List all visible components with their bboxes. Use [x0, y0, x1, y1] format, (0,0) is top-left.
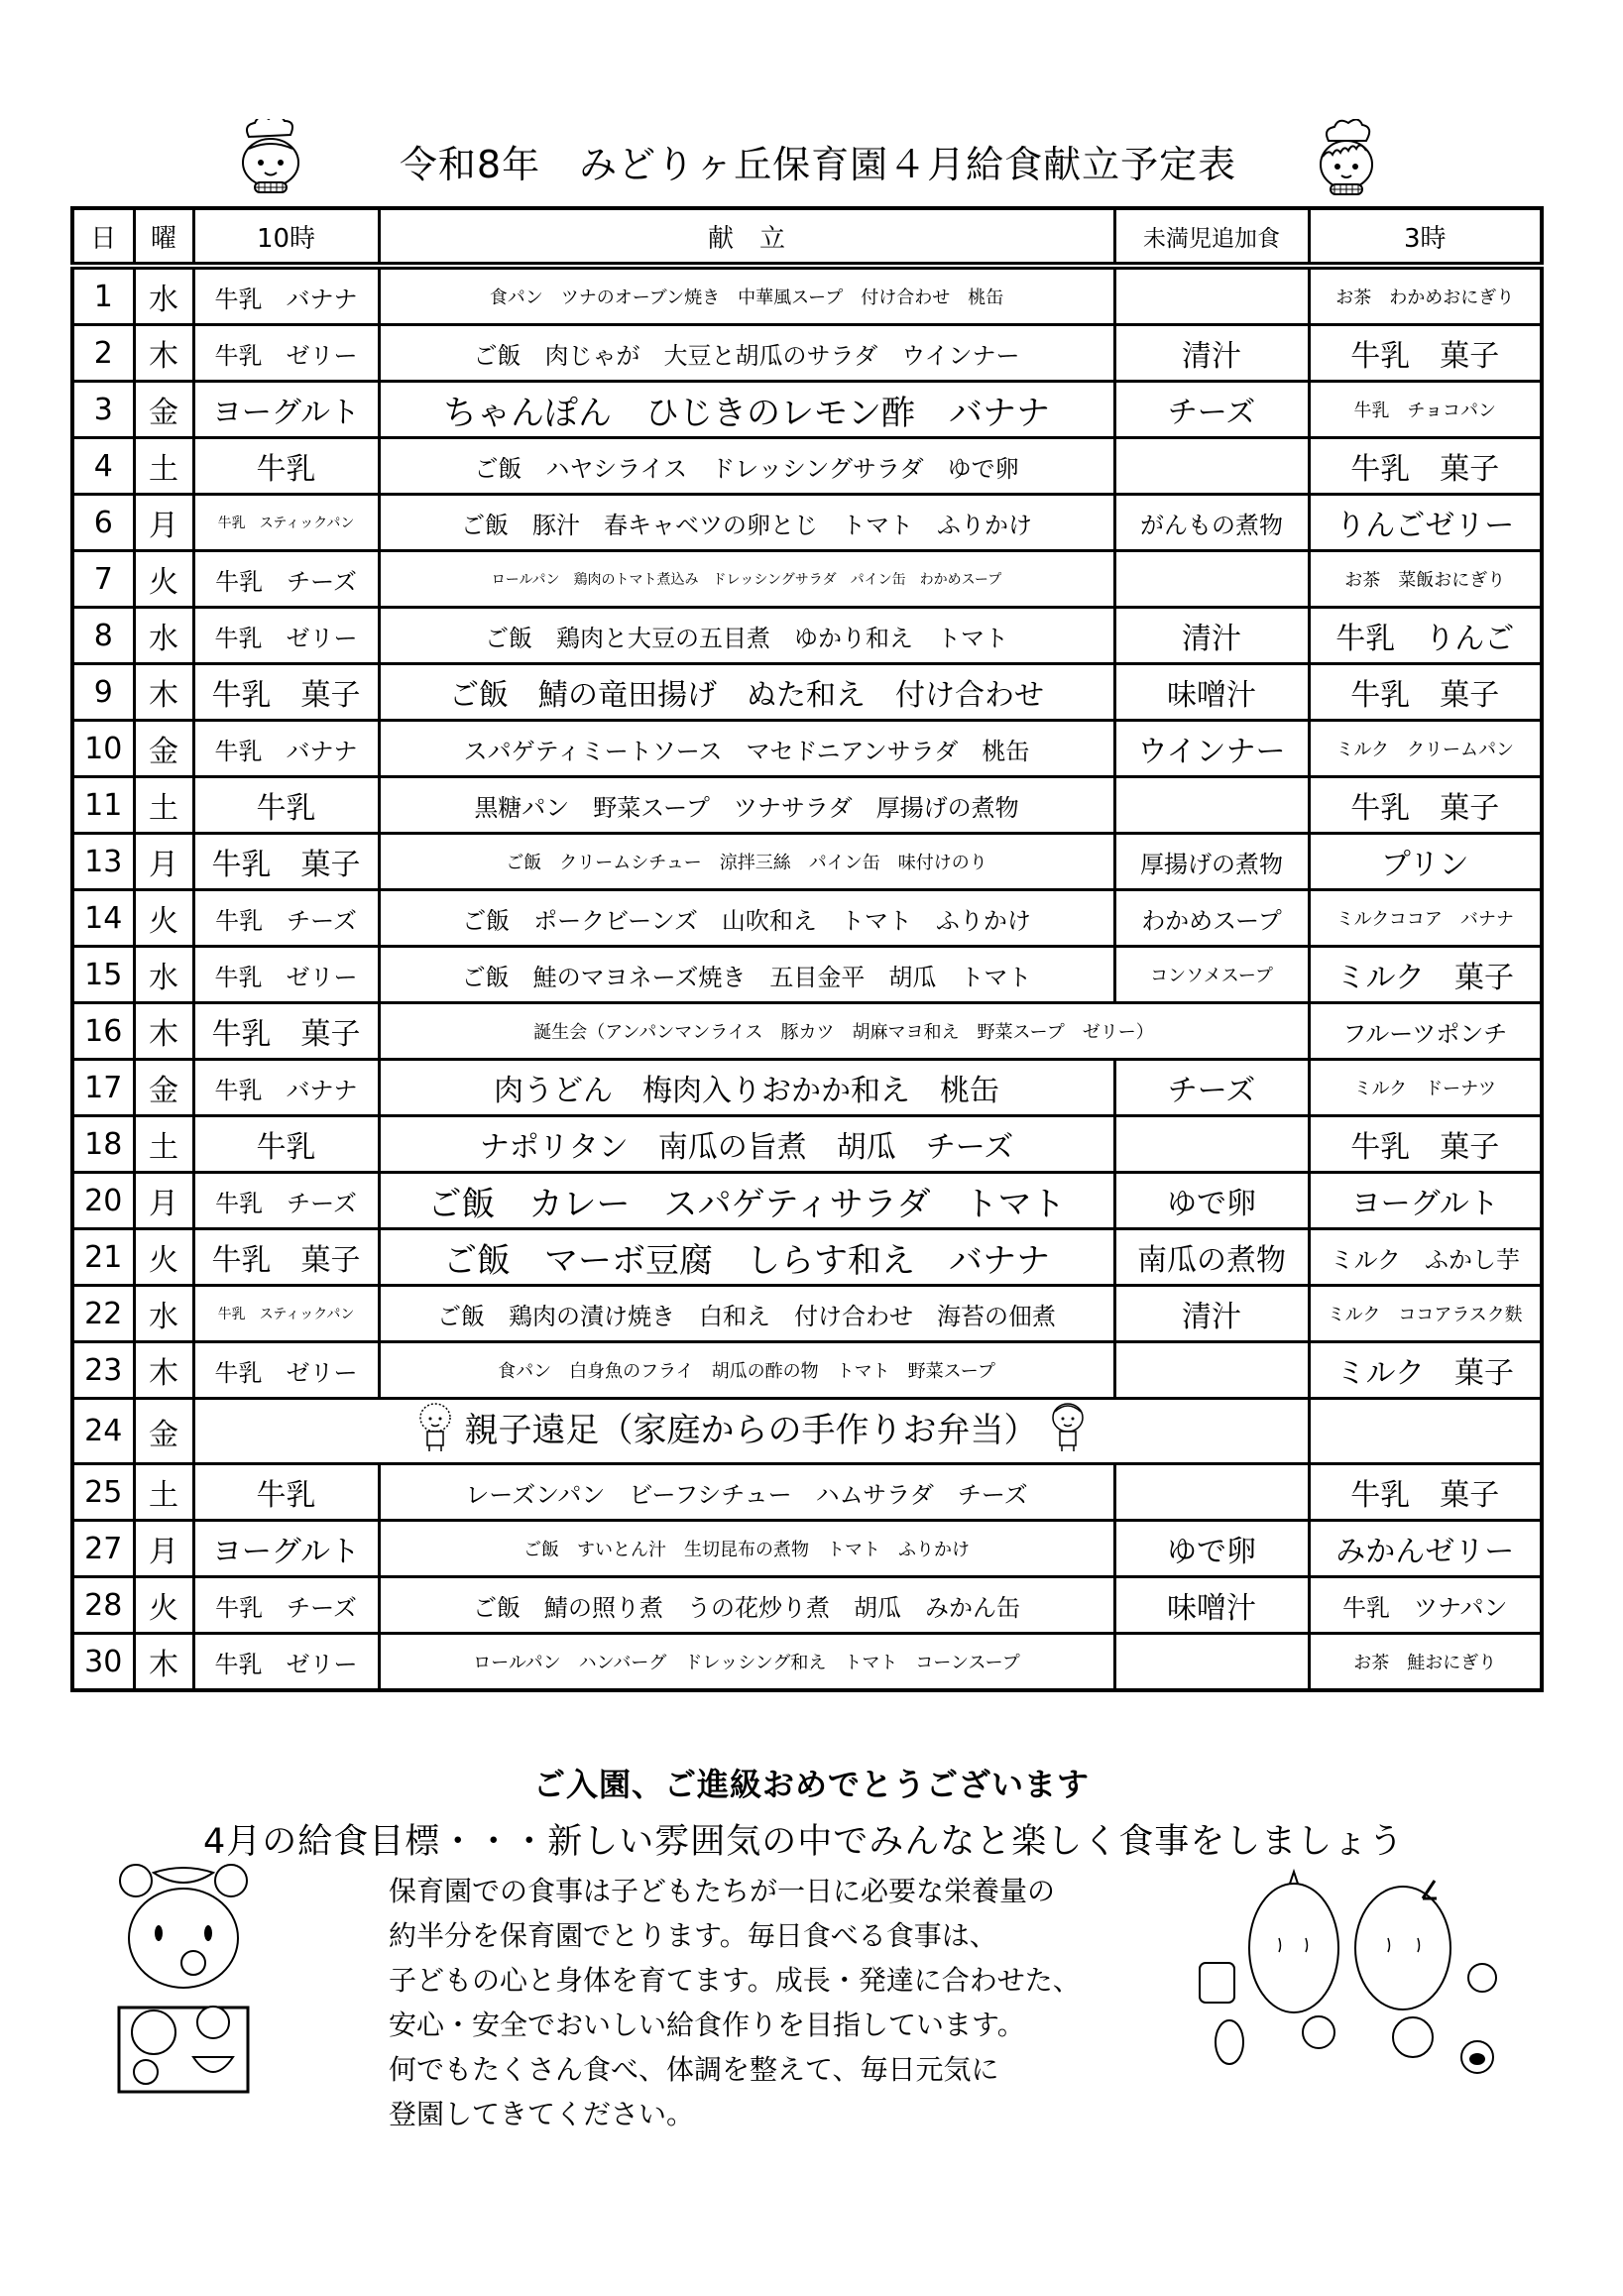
toddler-cell: 清汁	[1114, 1286, 1309, 1342]
toddler-cell: 味噌汁	[1114, 1577, 1309, 1634]
menu-cell: ナポリタン 南瓜の旨煮 胡瓜 チーズ	[379, 1116, 1114, 1173]
table-row	[72, 890, 1542, 947]
dow-cell: 水	[134, 947, 193, 1003]
snack3-cell: 牛乳 チョコパン	[1309, 382, 1542, 438]
food-characters-illustration-icon	[1195, 1869, 1512, 2087]
snack3-cell: お茶 菜飯おにぎり	[1309, 551, 1542, 608]
day-cell: 16	[72, 1003, 134, 1060]
menu-cell: 黒糖パン 野菜スープ ツナサラダ 厚揚げの煮物	[379, 777, 1114, 834]
snack10-cell: 牛乳 スティックパン	[193, 1286, 379, 1342]
dow-cell: 木	[134, 1003, 193, 1060]
dow-cell: 水	[134, 266, 193, 325]
menu-cell: ご飯 豚汁 春キャベツの卵とじ トマト ふりかけ	[379, 495, 1114, 551]
snack10-cell: 牛乳 バナナ	[193, 266, 379, 325]
day-cell: 6	[72, 495, 134, 551]
day-cell: 10	[72, 721, 134, 777]
toddler-cell	[1114, 1116, 1309, 1173]
menu-cell: ロールパン 鶏肉のトマト煮込み ドレッシングサラダ パイン缶 わかめスープ	[379, 551, 1114, 608]
toddler-cell	[1114, 1634, 1309, 1691]
snack3-cell: お茶 鮭おにぎり	[1309, 1634, 1542, 1691]
column-header-snack10: 10時	[193, 208, 379, 266]
snack3-cell: ミルクココア バナナ	[1309, 890, 1542, 947]
dow-cell: 水	[134, 1286, 193, 1342]
message-line: 登園してきてください。	[389, 2098, 695, 2130]
table-row	[72, 664, 1542, 721]
menu-cell: ご飯 鯖の照り煮 うの花炒り煮 胡瓜 みかん缶	[379, 1577, 1114, 1634]
day-cell: 8	[72, 608, 134, 664]
table-row	[72, 1634, 1542, 1691]
day-cell: 21	[72, 1229, 134, 1286]
monthly-goal: 4月の給食目標・・・新しい雰囲気の中でみんなと楽しく食事をしましょう	[203, 1822, 1405, 1862]
snack10-cell: 牛乳 スティックパン	[193, 495, 379, 551]
menu-cell: ご飯 ハヤシライス ドレッシングサラダ ゆで卵	[379, 438, 1114, 495]
toddler-cell: コンソメスープ	[1114, 947, 1309, 1003]
snack10-cell: 牛乳	[193, 438, 379, 495]
snack10-cell: 牛乳 バナナ	[193, 1060, 379, 1116]
message-line: 安心・安全でおいしい給食作りを目指しています。	[389, 2009, 1025, 2041]
snack10-cell: 牛乳	[193, 1116, 379, 1173]
toddler-cell: ウインナー	[1114, 721, 1309, 777]
toddler-cell: 南瓜の煮物	[1114, 1229, 1309, 1286]
girl-eating-illustration-icon	[114, 1859, 253, 2097]
toddler-cell	[1114, 551, 1309, 608]
snack3-cell: ミルク クリームパン	[1309, 721, 1542, 777]
table-row	[72, 608, 1542, 664]
toddler-cell: わかめスープ	[1114, 890, 1309, 947]
snack3-cell: 牛乳 菓子	[1309, 1464, 1542, 1521]
greeting-heading: ご入園、ご進級おめでとうございます	[532, 1766, 1090, 1803]
snack10-cell: 牛乳 バナナ	[193, 721, 379, 777]
dow-cell: 月	[134, 834, 193, 890]
table-row	[72, 1003, 1542, 1060]
snack10-cell: 牛乳 菓子	[193, 834, 379, 890]
page-title: 令和8年 みどりヶ丘保育園４月給食献立予定表	[399, 143, 1237, 186]
snack10-cell: 牛乳	[193, 777, 379, 834]
day-cell: 1	[72, 266, 134, 325]
day-cell: 11	[72, 777, 134, 834]
message-line: 約半分を保育園でとります。毎日食べる食事は、	[389, 1919, 997, 1952]
child-mascot-right-icon	[1046, 1400, 1090, 1453]
dow-cell: 木	[134, 1634, 193, 1691]
table-row	[72, 1286, 1542, 1342]
day-cell: 17	[72, 1060, 134, 1116]
day-cell: 13	[72, 834, 134, 890]
day-cell: 18	[72, 1116, 134, 1173]
event-cell	[193, 1399, 1309, 1464]
snack3-cell: 牛乳 菓子	[1309, 438, 1542, 495]
child-mascot-left-icon	[413, 1400, 457, 1453]
snack3-cell: 牛乳 菓子	[1309, 1116, 1542, 1173]
dow-cell: 月	[134, 1521, 193, 1577]
table-row	[72, 1116, 1542, 1173]
message-line: 子どもの心と身体を育てます。成長・発達に合わせた、	[389, 1964, 1081, 1997]
dow-cell: 土	[134, 438, 193, 495]
menu-cell: ご飯 鶏肉の漬け焼き 白和え 付け合わせ 海苔の佃煮	[379, 1286, 1114, 1342]
dow-cell: 金	[134, 1060, 193, 1116]
day-cell: 9	[72, 664, 134, 721]
table-row	[72, 947, 1542, 1003]
snack10-cell: 牛乳 菓子	[193, 664, 379, 721]
snack3-cell: ミルク ふかし芋	[1309, 1229, 1542, 1286]
day-cell: 20	[72, 1173, 134, 1229]
day-cell: 30	[72, 1634, 134, 1691]
table-row-event	[72, 1399, 1542, 1464]
snack3-cell: プリン	[1309, 834, 1542, 890]
menu-cell: 食パン ツナのオーブン焼き 中華風スープ 付け合わせ 桃缶	[379, 266, 1114, 325]
menu-cell: ご飯 鮭のマヨネーズ焼き 五目金平 胡瓜 トマト	[379, 947, 1114, 1003]
snack10-cell: 牛乳 チーズ	[193, 551, 379, 608]
day-cell: 7	[72, 551, 134, 608]
event-label: 親子遠足（家庭からの手作りお弁当）	[464, 1410, 1038, 1450]
column-header-toddler: 未満児追加食	[1114, 208, 1309, 266]
snack10-cell: 牛乳 ゼリー	[193, 1634, 379, 1691]
snack3-cell: ミルク ココアラスク麩	[1309, 1286, 1542, 1342]
snack3-cell: 牛乳 ツナパン	[1309, 1577, 1542, 1634]
dow-cell: 火	[134, 551, 193, 608]
menu-cell: 肉うどん 梅肉入りおかか和え 桃缶	[379, 1060, 1114, 1116]
menu-cell: ちゃんぽん ひじきのレモン酢 バナナ	[379, 382, 1114, 438]
snack10-cell: 牛乳 菓子	[193, 1229, 379, 1286]
menu-cell: ご飯 ポークビーンズ 山吹和え トマト ふりかけ	[379, 890, 1114, 947]
snack10-cell: 牛乳 ゼリー	[193, 947, 379, 1003]
table-row	[72, 1060, 1542, 1116]
menu-cell: ご飯 カレー スパゲティサラダ トマト	[379, 1173, 1114, 1229]
day-cell: 4	[72, 438, 134, 495]
chef-mascot-right-icon	[1307, 119, 1386, 198]
toddler-cell: がんもの煮物	[1114, 495, 1309, 551]
table-row	[72, 382, 1542, 438]
dow-cell: 金	[134, 721, 193, 777]
table-row	[72, 1229, 1542, 1286]
toddler-cell	[1114, 266, 1309, 325]
day-cell: 2	[72, 325, 134, 382]
table-row	[72, 1173, 1542, 1229]
dow-cell: 土	[134, 1116, 193, 1173]
snack3-cell: フルーツポンチ	[1309, 1003, 1542, 1060]
snack10-cell: 牛乳 ゼリー	[193, 608, 379, 664]
toddler-cell: チーズ	[1114, 1060, 1309, 1116]
snack3-cell: 牛乳 菓子	[1309, 777, 1542, 834]
snack10-cell: 牛乳	[193, 1464, 379, 1521]
table-row	[72, 834, 1542, 890]
snack10-cell: ヨーグルト	[193, 382, 379, 438]
dow-cell: 土	[134, 777, 193, 834]
table-row	[72, 495, 1542, 551]
toddler-cell: 清汁	[1114, 325, 1309, 382]
title-area	[0, 119, 1623, 198]
menu-cell: スパゲティミートソース マセドニアンサラダ 桃缶	[379, 721, 1114, 777]
snack3-cell: お茶 わかめおにぎり	[1309, 266, 1542, 325]
snack10-cell: 牛乳 チーズ	[193, 1577, 379, 1634]
snack3-cell: 牛乳 りんご	[1309, 608, 1542, 664]
table-header-row	[72, 208, 1542, 266]
day-cell: 25	[72, 1464, 134, 1521]
message-body	[389, 1869, 1081, 2136]
menu-cell: ご飯 鯖の竜田揚げ ぬた和え 付け合わせ	[379, 664, 1114, 721]
table-row	[72, 1577, 1542, 1634]
dow-cell: 金	[134, 1399, 193, 1464]
toddler-cell: 味噌汁	[1114, 664, 1309, 721]
day-cell: 23	[72, 1342, 134, 1399]
toddler-cell: 厚揚げの煮物	[1114, 834, 1309, 890]
table-row	[72, 721, 1542, 777]
chef-mascot-left-icon	[231, 119, 310, 198]
column-header-snack3: 3時	[1309, 208, 1542, 266]
menu-cell: ご飯 肉じゃが 大豆と胡瓜のサラダ ウインナー	[379, 325, 1114, 382]
day-cell: 24	[72, 1399, 134, 1464]
snack3-cell: ミルク 菓子	[1309, 1342, 1542, 1399]
column-header-dow: 曜	[134, 208, 193, 266]
snack3-cell: ヨーグルト	[1309, 1173, 1542, 1229]
snack10-cell: 牛乳 ゼリー	[193, 325, 379, 382]
table-row	[72, 325, 1542, 382]
day-cell: 14	[72, 890, 134, 947]
dow-cell: 木	[134, 664, 193, 721]
menu-cell: ご飯 クリームシチュー 涼拌三絲 パイン缶 味付けのり	[379, 834, 1114, 890]
toddler-cell	[1114, 1342, 1309, 1399]
menu-cell: ご飯 鶏肉と大豆の五目煮 ゆかり和え トマト	[379, 608, 1114, 664]
dow-cell: 木	[134, 1342, 193, 1399]
day-cell: 3	[72, 382, 134, 438]
dow-cell: 木	[134, 325, 193, 382]
snack10-cell: 牛乳 ゼリー	[193, 1342, 379, 1399]
toddler-cell	[1114, 1464, 1309, 1521]
snack10-cell: 牛乳 チーズ	[193, 1173, 379, 1229]
menu-table	[70, 206, 1544, 1692]
snack3-cell: 牛乳 菓子	[1309, 325, 1542, 382]
day-cell: 15	[72, 947, 134, 1003]
day-cell: 22	[72, 1286, 134, 1342]
menu-cell: 食パン 白身魚のフライ 胡瓜の酢の物 トマト 野菜スープ	[379, 1342, 1114, 1399]
toddler-cell: チーズ	[1114, 382, 1309, 438]
toddler-cell: 清汁	[1114, 608, 1309, 664]
dow-cell: 火	[134, 1577, 193, 1634]
snack3-cell	[1309, 1399, 1542, 1464]
dow-cell: 月	[134, 495, 193, 551]
table-row	[72, 1464, 1542, 1521]
message-line: 何でもたくさん食べ、体調を整えて、毎日元気に	[389, 2053, 999, 2086]
table-row	[72, 777, 1542, 834]
table-row	[72, 551, 1542, 608]
snack10-cell: ヨーグルト	[193, 1521, 379, 1577]
table-row	[72, 1521, 1542, 1577]
message-line: 保育園での食事は子どもたちが一日に必要な栄養量の	[389, 1875, 1056, 1907]
menu-cell: ロールパン ハンバーグ ドレッシング和え トマト コーンスープ	[379, 1634, 1114, 1691]
menu-cell: ご飯 マーボ豆腐 しらす和え バナナ	[379, 1229, 1114, 1286]
toddler-cell	[1114, 777, 1309, 834]
menu-cell: ご飯 すいとん汁 生切昆布の煮物 トマト ふりかけ	[379, 1521, 1114, 1577]
snack3-cell: 牛乳 菓子	[1309, 664, 1542, 721]
toddler-cell: ゆで卵	[1114, 1521, 1309, 1577]
menu-cell: レーズンパン ビーフシチュー ハムサラダ チーズ	[379, 1464, 1114, 1521]
table-row	[72, 438, 1542, 495]
dow-cell: 火	[134, 890, 193, 947]
toddler-cell: ゆで卵	[1114, 1173, 1309, 1229]
dow-cell: 月	[134, 1173, 193, 1229]
snack10-cell: 牛乳 菓子	[193, 1003, 379, 1060]
day-cell: 28	[72, 1577, 134, 1634]
snack3-cell: りんごゼリー	[1309, 495, 1542, 551]
dow-cell: 水	[134, 608, 193, 664]
snack3-cell: みかんゼリー	[1309, 1521, 1542, 1577]
dow-cell: 土	[134, 1464, 193, 1521]
toddler-cell	[1114, 438, 1309, 495]
snack3-cell: ミルク ドーナツ	[1309, 1060, 1542, 1116]
dow-cell: 金	[134, 382, 193, 438]
dow-cell: 火	[134, 1229, 193, 1286]
column-header-day: 日	[72, 208, 134, 266]
menu-cell: 誕生会（アンパンマンライス 豚カツ 胡麻マヨ和え 野菜スープ ゼリー）	[379, 1003, 1309, 1060]
table-row	[72, 266, 1542, 325]
column-header-menu: 献 立	[379, 208, 1114, 266]
snack3-cell: ミルク 菓子	[1309, 947, 1542, 1003]
day-cell: 27	[72, 1521, 134, 1577]
table-row	[72, 1342, 1542, 1399]
snack10-cell: 牛乳 チーズ	[193, 890, 379, 947]
